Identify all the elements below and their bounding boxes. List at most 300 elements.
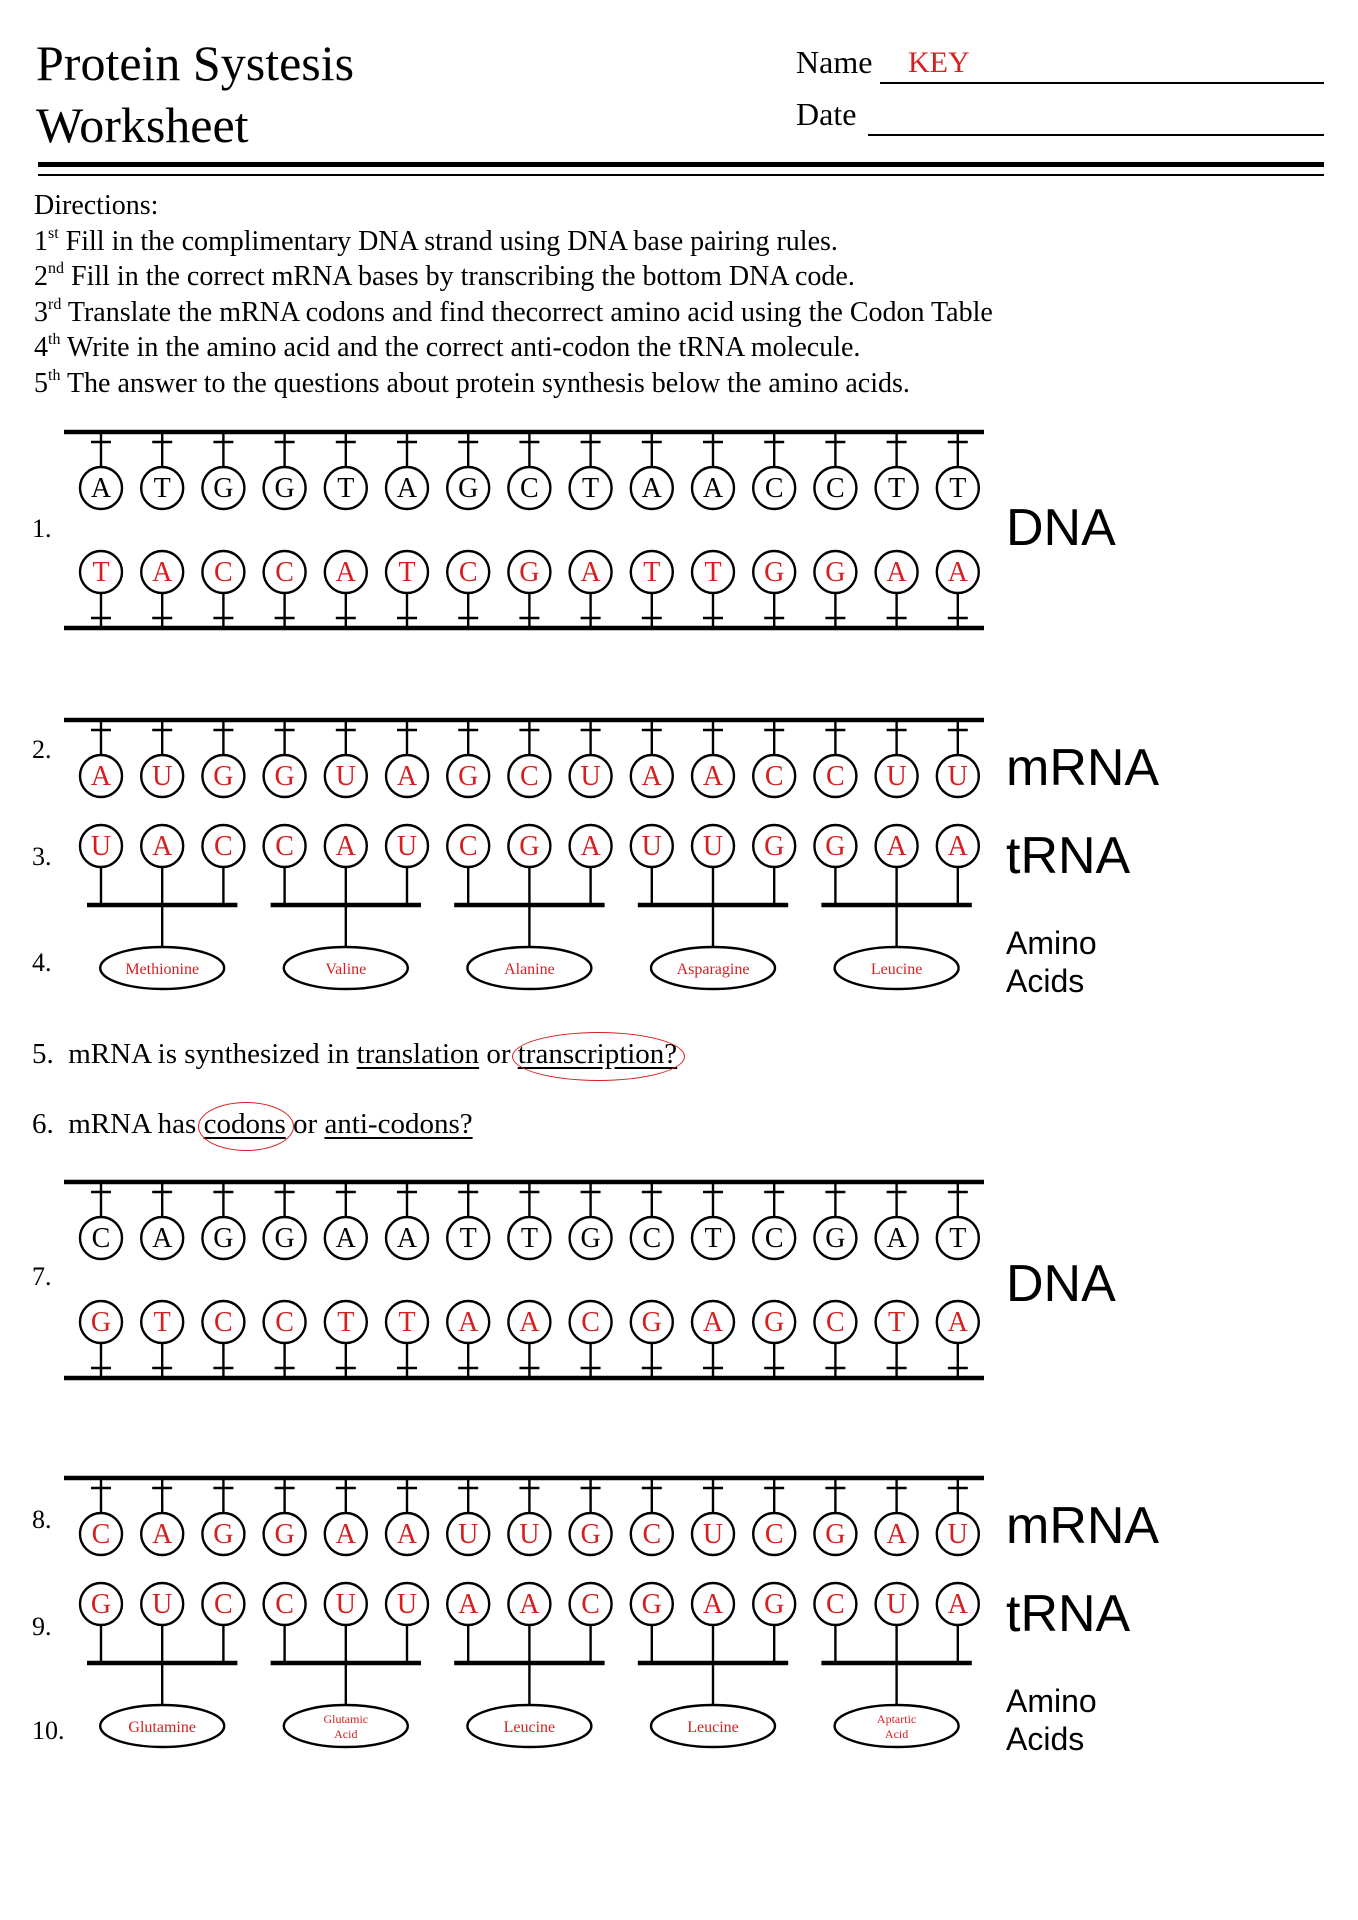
svg-text:A: A — [519, 1307, 540, 1338]
set2-mrna-base — [202, 1513, 244, 1555]
directions — [34, 188, 993, 402]
svg-text:G: G — [519, 557, 540, 588]
set2-trna-base — [386, 1583, 428, 1625]
dna2-bottom-base — [386, 1301, 428, 1343]
set1-trna-base — [692, 825, 734, 867]
dna2-top-base — [80, 1217, 122, 1259]
set1-amino-acid — [651, 947, 775, 989]
dna2-bottom-base — [570, 1301, 612, 1343]
dna-label-2: DNA — [1006, 1255, 1116, 1313]
svg-text:T: T — [888, 1307, 906, 1338]
set1-mrna-base — [447, 755, 489, 797]
svg-text:T: T — [337, 473, 355, 504]
question-5: 5. mRNA is synthesized in translation or transcription? — [32, 1038, 678, 1070]
svg-text:A: A — [702, 1589, 724, 1620]
dna2-bottom-base — [80, 1301, 122, 1343]
date-line — [868, 134, 1324, 136]
set2-trna-base — [508, 1583, 550, 1625]
svg-text:U: U — [702, 831, 724, 862]
set2-trna-base — [570, 1583, 612, 1625]
svg-text:A: A — [702, 1307, 724, 1338]
dna1-top-base — [692, 467, 734, 509]
svg-text:C: C — [581, 1589, 600, 1620]
svg-text:C: C — [826, 1307, 845, 1338]
svg-text:C: C — [214, 831, 233, 862]
svg-text:Acid: Acid — [334, 1727, 358, 1741]
svg-text:U: U — [947, 761, 968, 792]
set2-trna-base — [753, 1583, 795, 1625]
set1-mrna-base — [264, 755, 306, 797]
svg-text:A: A — [90, 761, 112, 792]
trna-label-2: tRNA — [1006, 1585, 1131, 1643]
set1-trna-base — [508, 825, 550, 867]
question-7-number: 7. — [32, 1262, 52, 1291]
svg-text:G: G — [825, 557, 846, 588]
svg-text:A: A — [641, 473, 662, 504]
set1-trna-base — [937, 825, 979, 867]
svg-text:T: T — [888, 473, 906, 504]
svg-text:A: A — [335, 1519, 356, 1550]
svg-text:C: C — [91, 1519, 111, 1550]
dna2-bottom-base — [202, 1301, 244, 1343]
svg-text:U: U — [396, 1589, 418, 1620]
dna2-top-base — [202, 1217, 244, 1259]
svg-text:C: C — [214, 1307, 233, 1338]
set1-amino-acid — [835, 947, 959, 989]
svg-text:G: G — [213, 1519, 234, 1550]
svg-text:C: C — [764, 761, 784, 792]
directions-heading: Directions: — [34, 190, 159, 221]
set1-trna-base — [447, 825, 489, 867]
svg-text:C: C — [275, 831, 294, 862]
dna1-bottom-base — [80, 551, 122, 593]
svg-text:T: T — [949, 1223, 967, 1254]
set1-trna-base — [386, 825, 428, 867]
set1-trna-base — [264, 825, 306, 867]
svg-text:A: A — [396, 1519, 418, 1550]
dna2-bottom-base — [814, 1301, 856, 1343]
set2-trna-base — [631, 1583, 673, 1625]
svg-text:G: G — [274, 1223, 295, 1254]
svg-text:C: C — [275, 1307, 294, 1338]
dna1-top-base — [80, 467, 122, 509]
dna1-top-base — [325, 467, 367, 509]
dna1-bottom-base — [141, 551, 183, 593]
mrna-trna-diagram-2 — [0, 1458, 1000, 1758]
svg-text:U: U — [335, 1589, 356, 1620]
dna1-bottom-base — [814, 551, 856, 593]
svg-text:G: G — [764, 1589, 785, 1620]
svg-text:A: A — [335, 557, 356, 588]
dna2-top-base — [876, 1217, 918, 1259]
dna1-top-base — [447, 467, 489, 509]
mrna-trna-diagram-1 — [0, 700, 1000, 1000]
dna1-bottom-base — [753, 551, 795, 593]
svg-text:Asparagine: Asparagine — [676, 961, 750, 978]
set1-trna-base — [876, 825, 918, 867]
svg-text:Acid: Acid — [884, 1727, 909, 1741]
dna1-top-base — [386, 467, 428, 509]
svg-text:G: G — [764, 557, 785, 588]
svg-text:G: G — [213, 761, 234, 792]
svg-text:T: T — [582, 473, 600, 504]
dna1-top-base — [141, 467, 183, 509]
svg-text:G: G — [90, 1589, 112, 1620]
set2-trna-base — [937, 1583, 979, 1625]
svg-text:G: G — [90, 1307, 112, 1338]
set1-mrna-base — [631, 755, 673, 797]
header-rule-thick — [38, 162, 1324, 167]
set2-mrna-base — [386, 1513, 428, 1555]
set1-mrna-base — [325, 755, 367, 797]
dna2-top-base — [141, 1217, 183, 1259]
dna2-bottom-base — [325, 1301, 367, 1343]
svg-text:T: T — [153, 1307, 171, 1338]
dna2-top-base — [508, 1217, 550, 1259]
svg-text:T: T — [398, 557, 416, 588]
svg-text:Glutamic: Glutamic — [323, 1712, 369, 1726]
svg-text:G: G — [580, 1519, 601, 1550]
set2-mrna-base — [325, 1513, 367, 1555]
set2-trna-base — [814, 1583, 856, 1625]
svg-text:G: G — [764, 831, 785, 862]
dna1-top-base — [631, 467, 673, 509]
set2-amino-acid — [467, 1705, 591, 1747]
svg-text:Glutamine: Glutamine — [128, 1719, 196, 1736]
worksheet-title — [36, 32, 354, 156]
svg-text:U: U — [152, 761, 173, 792]
svg-text:G: G — [519, 831, 540, 862]
svg-text:A: A — [580, 831, 601, 862]
svg-text:T: T — [643, 557, 661, 588]
svg-text:C: C — [764, 1519, 784, 1550]
option-codons-circled[interactable]: codons — [203, 1108, 286, 1140]
set1-trna-base — [202, 825, 244, 867]
dna1-top-base — [508, 467, 550, 509]
svg-text:G: G — [213, 1223, 234, 1254]
svg-text:A: A — [152, 1519, 173, 1550]
svg-text:Leucine: Leucine — [687, 1719, 739, 1736]
set1-amino-acid — [284, 947, 408, 989]
set1-mrna-base — [508, 755, 550, 797]
dna2-bottom-base — [692, 1301, 734, 1343]
dna1-bottom-base — [386, 551, 428, 593]
svg-text:G: G — [641, 1589, 662, 1620]
set1-mrna-base — [570, 755, 612, 797]
svg-text:T: T — [704, 1223, 722, 1254]
amino-acids-label: Amino Acids — [1006, 925, 1097, 999]
set2-trna-base — [80, 1583, 122, 1625]
dna1-bottom-base — [631, 551, 673, 593]
svg-text:A: A — [580, 557, 601, 588]
svg-text:U: U — [580, 761, 601, 792]
set2-trna-base — [325, 1583, 367, 1625]
svg-text:C: C — [91, 1223, 111, 1254]
set1-mrna-base — [814, 755, 856, 797]
svg-text:U: U — [152, 1589, 173, 1620]
svg-text:Valine: Valine — [325, 961, 367, 978]
svg-text:A: A — [152, 557, 173, 588]
svg-text:A: A — [886, 1223, 907, 1254]
trna-label: tRNA — [1006, 827, 1131, 885]
set2-mrna-base — [447, 1513, 489, 1555]
question-8-number: 8. — [32, 1505, 52, 1534]
svg-text:A: A — [702, 473, 724, 504]
svg-text:C: C — [826, 1589, 845, 1620]
amino-acids-label-2: Amino Acids — [1006, 1683, 1097, 1757]
dna1-bottom-base — [264, 551, 306, 593]
set1-mrna-base — [753, 755, 795, 797]
svg-text:G: G — [825, 1223, 846, 1254]
svg-text:T: T — [949, 473, 967, 504]
svg-text:T: T — [337, 1307, 355, 1338]
question-6: 6. mRNA has codons or anti-codons? — [32, 1108, 473, 1140]
svg-text:C: C — [458, 557, 478, 588]
set1-mrna-base — [202, 755, 244, 797]
name-label: Name — [796, 44, 873, 80]
dna1-top-base — [937, 467, 979, 509]
svg-text:Aptartic: Aptartic — [876, 1712, 917, 1726]
svg-text:A: A — [947, 557, 968, 588]
set1-mrna-base — [876, 755, 918, 797]
svg-text:A: A — [886, 831, 907, 862]
svg-text:G: G — [274, 473, 295, 504]
svg-text:U: U — [90, 831, 112, 862]
dna1-top-base — [202, 467, 244, 509]
direction-step-3: 3rd Translate the mRNA codons and find thecorrect amino acid using the Codon Table — [34, 295, 993, 328]
svg-text:C: C — [275, 1589, 294, 1620]
name-value: KEY — [908, 46, 970, 79]
dna2-top-base — [814, 1217, 856, 1259]
svg-text:G: G — [458, 473, 479, 504]
svg-text:G: G — [274, 761, 295, 792]
set2-mrna-base — [264, 1513, 306, 1555]
direction-step-4: 4th Write in the amino acid and the correct anti-codon the tRNA molecule. — [34, 331, 861, 364]
svg-text:A: A — [152, 1223, 173, 1254]
svg-text:C: C — [214, 557, 233, 588]
set1-amino-acid — [100, 947, 224, 989]
svg-text:C: C — [764, 473, 784, 504]
name-line — [880, 82, 1324, 84]
dna2-top-base — [570, 1217, 612, 1259]
option-anti-codons[interactable]: anti-codons? — [324, 1108, 473, 1140]
question-2-number: 2. — [32, 735, 52, 764]
set2-mrna-base — [692, 1513, 734, 1555]
dna1-top-base — [876, 467, 918, 509]
name-field[interactable] — [796, 44, 1324, 81]
question-4-number: 4. — [32, 948, 52, 977]
set1-trna-base — [814, 825, 856, 867]
direction-step-2: 2nd Fill in the correct mRNA bases by transcribing the bottom DNA code. — [34, 260, 855, 293]
set2-trna-base — [141, 1583, 183, 1625]
question-3-number: 3. — [32, 842, 52, 871]
set2-mrna-base — [937, 1513, 979, 1555]
set1-trna-base — [570, 825, 612, 867]
svg-text:A: A — [396, 473, 418, 504]
question-1-number: 1. — [32, 514, 52, 543]
svg-text:U: U — [702, 1519, 724, 1550]
svg-text:A: A — [396, 761, 418, 792]
svg-text:A: A — [886, 557, 907, 588]
svg-text:U: U — [458, 1519, 479, 1550]
set1-trna-base — [80, 825, 122, 867]
svg-text:C: C — [581, 1307, 600, 1338]
svg-text:U: U — [947, 1519, 968, 1550]
set1-trna-base — [753, 825, 795, 867]
svg-text:C: C — [764, 1223, 784, 1254]
svg-text:T: T — [459, 1223, 477, 1254]
svg-text:C: C — [275, 557, 294, 588]
set2-mrna-base — [508, 1513, 550, 1555]
svg-text:C: C — [642, 1519, 662, 1550]
set2-mrna-base — [876, 1513, 918, 1555]
dna1-bottom-base — [937, 551, 979, 593]
dna2-bottom-base — [937, 1301, 979, 1343]
set1-mrna-base — [80, 755, 122, 797]
svg-text:U: U — [886, 1589, 907, 1620]
dna2-bottom-base — [141, 1301, 183, 1343]
dna2-bottom-base — [631, 1301, 673, 1343]
svg-text:G: G — [641, 1307, 662, 1338]
set2-amino-acid — [100, 1705, 224, 1747]
date-field[interactable] — [796, 96, 1324, 133]
date-label: Date — [796, 96, 857, 132]
title-line-1: Protein Systesis — [36, 35, 355, 91]
mrna-label-2: mRNA — [1006, 1497, 1160, 1555]
set2-amino-acid — [651, 1705, 775, 1747]
svg-text:Methionine: Methionine — [125, 961, 200, 978]
dna1-bottom-base — [325, 551, 367, 593]
svg-text:A: A — [396, 1223, 418, 1254]
set2-trna-base — [692, 1583, 734, 1625]
svg-text:A: A — [947, 1589, 968, 1620]
dna1-top-base — [814, 467, 856, 509]
svg-text:U: U — [641, 831, 662, 862]
dna2-top-base — [264, 1217, 306, 1259]
set1-trna-base — [631, 825, 673, 867]
set2-trna-base — [264, 1583, 306, 1625]
set1-trna-base — [141, 825, 183, 867]
svg-text:U: U — [396, 831, 418, 862]
svg-text:A: A — [335, 831, 356, 862]
dna1-top-base — [753, 467, 795, 509]
question-9-number: 9. — [32, 1612, 52, 1641]
dna2-top-base — [325, 1217, 367, 1259]
svg-text:C: C — [520, 761, 539, 792]
svg-text:T: T — [92, 557, 110, 588]
svg-text:A: A — [702, 761, 724, 792]
set2-amino-acid — [835, 1705, 959, 1747]
dna2-bottom-base — [447, 1301, 489, 1343]
set1-mrna-base — [937, 755, 979, 797]
dna2-top-base — [753, 1217, 795, 1259]
dna1-bottom-base — [692, 551, 734, 593]
mrna-label: mRNA — [1006, 739, 1160, 797]
svg-text:C: C — [520, 473, 539, 504]
dna1-bottom-base — [570, 551, 612, 593]
svg-text:C: C — [642, 1223, 662, 1254]
svg-text:C: C — [826, 473, 845, 504]
svg-text:T: T — [398, 1307, 416, 1338]
dna2-top-base — [386, 1217, 428, 1259]
svg-text:A: A — [152, 831, 173, 862]
svg-text:G: G — [458, 761, 479, 792]
svg-text:G: G — [213, 473, 234, 504]
svg-text:G: G — [825, 831, 846, 862]
dna1-bottom-base — [447, 551, 489, 593]
svg-text:Leucine: Leucine — [870, 961, 923, 978]
dna2-bottom-base — [876, 1301, 918, 1343]
dna2-bottom-base — [264, 1301, 306, 1343]
svg-text:C: C — [458, 831, 478, 862]
svg-text:A: A — [458, 1307, 479, 1338]
svg-text:A: A — [886, 1519, 907, 1550]
dna1-top-base — [264, 467, 306, 509]
set2-trna-base — [447, 1583, 489, 1625]
dna1-top-base — [570, 467, 612, 509]
set2-mrna-base — [141, 1513, 183, 1555]
dna-double-strand-1 — [0, 420, 1000, 640]
svg-text:U: U — [519, 1519, 540, 1550]
svg-text:U: U — [335, 761, 356, 792]
dna2-bottom-base — [753, 1301, 795, 1343]
svg-text:C: C — [214, 1589, 233, 1620]
option-translation[interactable]: translation — [356, 1038, 480, 1070]
dna-label: DNA — [1006, 499, 1116, 557]
svg-text:A: A — [458, 1589, 479, 1620]
dna2-top-base — [447, 1217, 489, 1259]
svg-text:C: C — [826, 761, 845, 792]
set2-mrna-base — [753, 1513, 795, 1555]
svg-text:G: G — [764, 1307, 785, 1338]
svg-text:A: A — [90, 473, 112, 504]
set1-trna-base — [325, 825, 367, 867]
dna1-bottom-base — [876, 551, 918, 593]
svg-text:A: A — [947, 831, 968, 862]
dna2-top-base — [937, 1217, 979, 1259]
set1-mrna-base — [141, 755, 183, 797]
dna2-top-base — [692, 1217, 734, 1259]
set2-trna-base — [876, 1583, 918, 1625]
set1-mrna-base — [386, 755, 428, 797]
set2-trna-base — [202, 1583, 244, 1625]
question-10-number: 10. — [32, 1716, 65, 1745]
set2-amino-acid — [284, 1705, 408, 1747]
dna2-top-base — [631, 1217, 673, 1259]
set2-mrna-base — [570, 1513, 612, 1555]
svg-text:Alanine: Alanine — [504, 961, 555, 978]
svg-text:A: A — [335, 1223, 356, 1254]
svg-text:A: A — [641, 761, 662, 792]
svg-text:G: G — [825, 1519, 846, 1550]
direction-step-1: 1st Fill in the complimentary DNA strand using DNA base pairing rules. — [34, 224, 838, 257]
svg-text:G: G — [274, 1519, 295, 1550]
dna1-bottom-base — [202, 551, 244, 593]
svg-text:A: A — [947, 1307, 968, 1338]
set2-mrna-base — [631, 1513, 673, 1555]
option-transcription-circled[interactable]: transcription? — [517, 1038, 678, 1070]
dna-double-strand-2 — [0, 1170, 1000, 1390]
svg-text:T: T — [520, 1223, 538, 1254]
title-line-2: Worksheet — [36, 97, 249, 153]
svg-text:Leucine: Leucine — [503, 1719, 556, 1736]
svg-text:T: T — [153, 473, 171, 504]
set1-amino-acid — [467, 947, 591, 989]
dna1-bottom-base — [508, 551, 550, 593]
set2-mrna-base — [80, 1513, 122, 1555]
svg-text:U: U — [886, 761, 907, 792]
direction-step-5: 5th The answer to the questions about protein synthesis below the amino acids. — [34, 366, 910, 399]
